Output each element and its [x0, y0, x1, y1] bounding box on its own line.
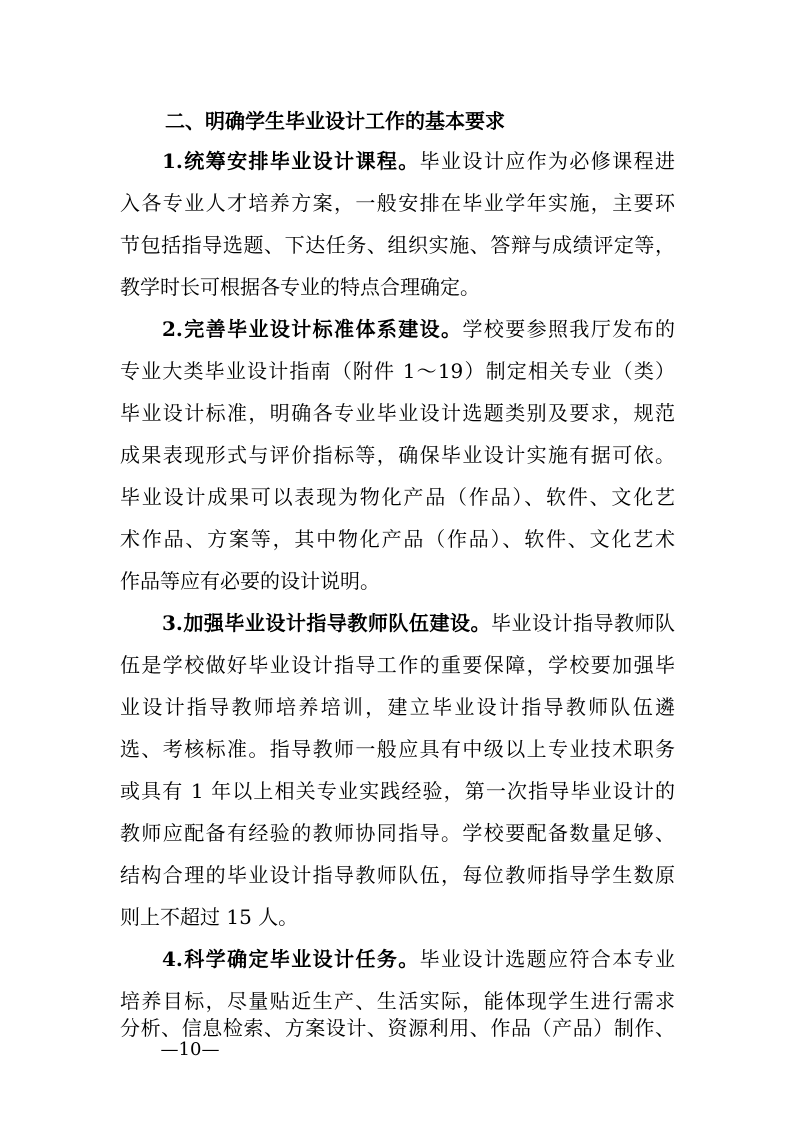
section-heading: 二、明确学生毕业设计工作的基本要求 [165, 109, 505, 133]
paragraph-3-line-6: 教师应配备有经验的教师协同指导。学校要配备数量足够、 [120, 821, 675, 845]
paragraph-1-text: 毕业设计应作为必修课程进 [419, 149, 675, 173]
paragraph-3-line-2: 伍是学校做好毕业设计指导工作的重要保障，学校要加强毕 [120, 653, 675, 677]
paragraph-3-line-7: 结构合理的毕业设计指导教师队伍，每位教师指导学生数原 [120, 863, 675, 887]
paragraph-4-line-2: 培养目标，尽量贴近生产、生活实际，能体现学生进行需求 [120, 989, 675, 1013]
paragraph-2-line-5: 毕业设计成果可以表现为物化产品（作品）、软件、文化艺 [120, 485, 675, 509]
paragraph-1-line-3: 节包括指导选题、下达任务、组织实施、答辩与成绩评定等， [120, 233, 675, 257]
paragraph-4-text: 毕业设计选题应符合本专业 [419, 947, 675, 971]
paragraph-2-line-1 [162, 309, 675, 349]
page-number: —10— [160, 1039, 220, 1060]
paragraph-3-line-1 [162, 603, 675, 643]
paragraph-1-line-2: 入各专业人才培养方案，一般安排在毕业学年实施，主要环 [120, 191, 675, 215]
paragraph-2-line-6: 术作品、方案等，其中物化产品（作品）、软件、文化艺术 [120, 527, 675, 551]
paragraph-2-heading: 2.完善毕业设计标准体系建设。 [162, 317, 463, 341]
paragraph-1-line-4: 教学时长可根据各专业的特点合理确定。 [120, 275, 480, 299]
paragraph-3-line-4: 选、考核标准。指导教师一般应具有中级以上专业技术职务 [120, 737, 675, 761]
paragraph-4-heading: 4.科学确定毕业设计任务。 [162, 947, 420, 971]
paragraph-1-heading: 1.统筹安排毕业设计课程。 [162, 149, 420, 173]
paragraph-2-line-4: 成果表现形式与评价指标等，确保毕业设计实施有据可依。 [120, 443, 675, 467]
paragraph-2-text: 学校要参照我厅发布的 [462, 317, 676, 341]
paragraph-2-line-7: 作品等应有必要的设计说明。 [120, 569, 380, 593]
paragraph-4-line-3: 分析、信息检索、方案设计、资源利用、作品（产品）制作、 [120, 1016, 675, 1040]
paragraph-3-line-5: 或具有 1 年以上相关专业实践经验，第一次指导毕业设计的 [120, 779, 675, 803]
paragraph-4-line-1 [162, 939, 675, 979]
paragraph-3-heading: 3.加强毕业设计指导教师队伍建设。 [162, 611, 491, 635]
paragraph-1-line-1 [162, 141, 675, 181]
paragraph-3-line-3: 业设计指导教师培养培训，建立毕业设计指导教师队伍遴 [120, 695, 675, 719]
paragraph-3-text: 毕业设计指导教师队 [490, 611, 675, 635]
paragraph-2-line-3: 毕业设计标准，明确各专业毕业设计选题类别及要求，规范 [120, 401, 675, 425]
paragraph-3-line-8: 则上不超过 15 人。 [120, 905, 299, 929]
paragraph-2-line-2: 专业大类毕业设计指南（附件 1～19）制定相关专业（类） [120, 359, 675, 383]
